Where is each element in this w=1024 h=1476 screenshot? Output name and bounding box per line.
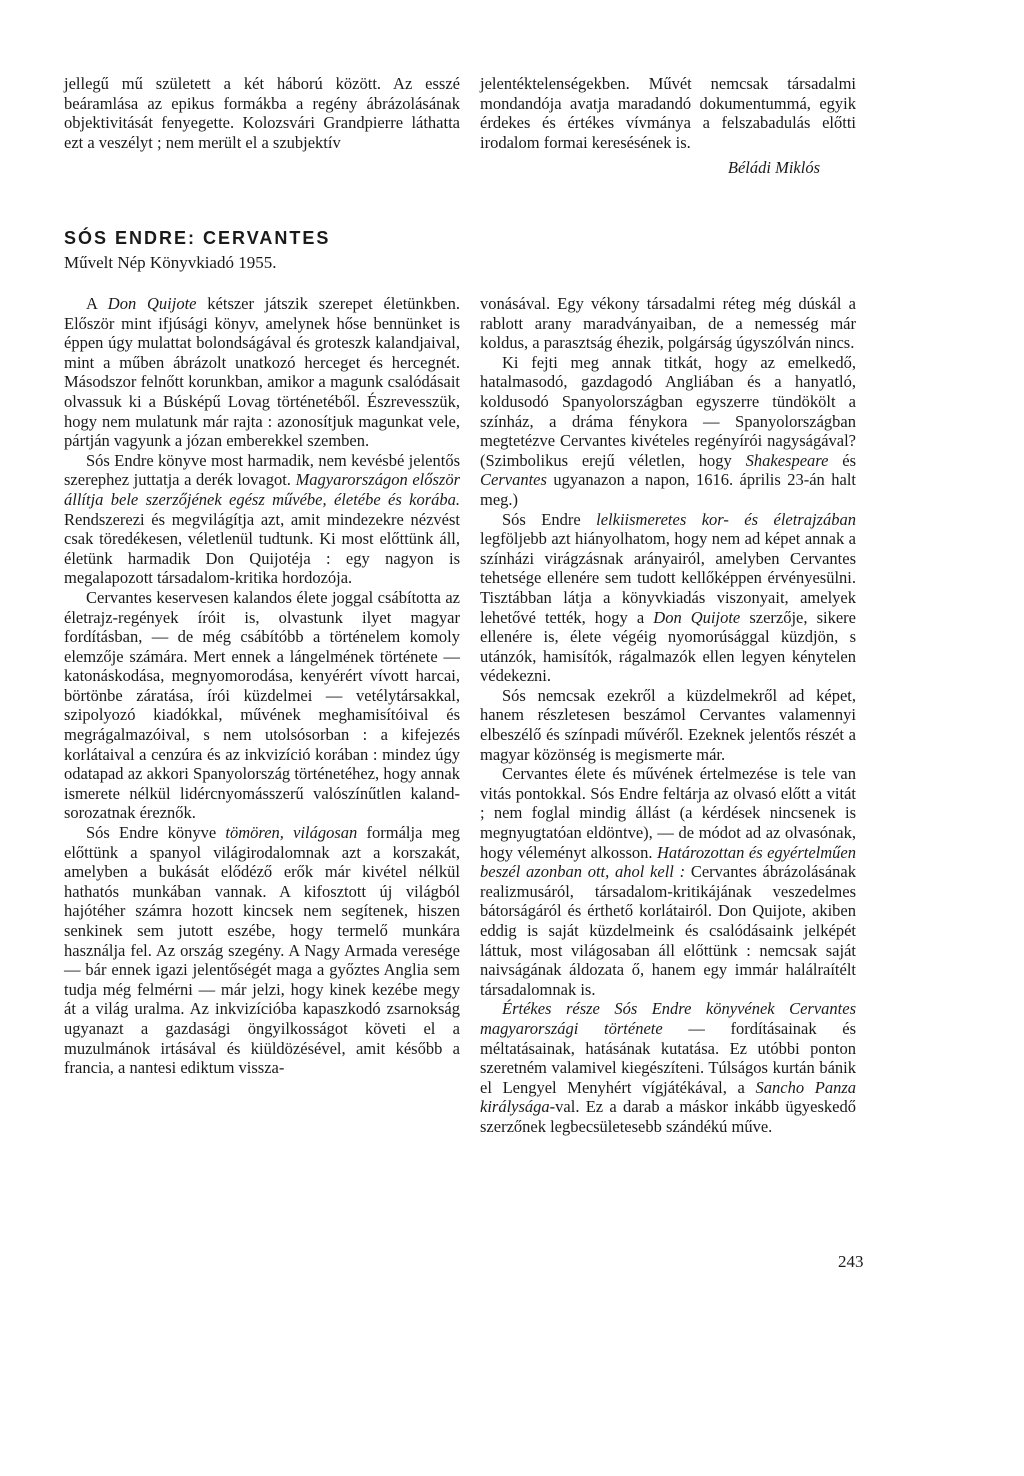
- review-header: [64, 228, 864, 273]
- paragraph-1: [64, 294, 460, 451]
- italic-text: Sancho Panza királysága: [480, 1077, 857, 1117]
- text: Sós Endre: [502, 509, 597, 529]
- paragraph-5: vonásával. Egy vékony társadalmi réteg még dúskál a rablott arany maradványaiban, de a nemesség már koldus, a parasztság éhezik, polgárság úgyszólván nincs.: [480, 294, 856, 353]
- italic-text: Shakespeare: [745, 450, 829, 470]
- italic-text: lelkiismeretes kor- és életrajzában: [596, 509, 856, 529]
- text: — fordításainak és méltatásainak, hatásának kutatása. Ez utóbbi ponton szeretném valamivel kiegészíteni. Túlságos kurtán bánik el Lengyel Menyhért vígjátékával, a: [480, 1018, 856, 1097]
- text: legföljebb azt hiányolhatom, hogy nem ad képet annak a színházi virágzásnak arányairól, amelyben Cervantes tehetsége ellenére sem tudott kellőképpen érvényesülni. Tisztábban látja a könyvkiadás viszonyait, amelyek lehetővé tették, hogy a: [480, 529, 856, 627]
- text: Sós Endre könyve most harmadik, nem kevésbé jelentős szerephez juttatja a derék lovagot.: [64, 450, 460, 490]
- text: és: [828, 450, 856, 470]
- text: Rendszerezi és megvilágítja azt, amit mindezekre nézvést csak töredékesen, véletlenül tudtunk. Ki most előttünk áll, életünk harmadik Don Quijotéja : egy nagyon is megalapozott társadalom-kritika hordozója.: [64, 509, 460, 588]
- review-publisher: Művelt Nép Könyvkiadó 1955.: [64, 253, 277, 272]
- paragraph-8: Sós nemcsak ezekről a küzdelmekről ad képet, hanem részletesen beszámol Cervantes valamennyi elbeszélő és színpadi művéről. Ezeknek jelentős részét a magyar közönség is megismerte már.: [480, 685, 856, 764]
- paragraph-3: Cervantes keservesen kalandos élete joggal csábította az életrajz-regények íróit is, olvastunk ilyet magyar fordításban, — de még csábítóbb a történelem komoly elemzője számára. Mert ennek a lángelmének története — katonáskodása, megnyomorodása, kenyérért vívott harcai, börtönbe záratása, írói küzdelmei — vetélytársakkal, szipolyozó kiadókkal, művének meghamisítóival és megrágalmazóival, s nem utolsósorban : a kifejezés korlátaival a cenzúra és az inkvizíció korában : mindez úgy odatapad az akkori Spanyolország történetéhez, hogy annak ismerete nélkül lidércnyomásszerű valószínűtlen kaland-sorozatnak éreznők.: [64, 587, 460, 823]
- italic-text: tömören, világosan: [225, 823, 358, 843]
- paragraph-9: [480, 764, 856, 999]
- continued-paragraph: jellegű mű született a két háború között. Az esszé beáramlása az epikus formákba a regény ábrázolásának objektivitását fenyegette. Kolozsvári Grandpierre láthatta ezt a veszélyt ; nem merült el a szubjektív: [64, 74, 460, 152]
- text: ugyanazon a napon, 1616. április 23-án halt meg.): [480, 470, 856, 509]
- closing-paragraph: jelentéktelenségekben. Művét nemcsak társadalmi mondandója avatja maradandó dokumentummá, egyik érdekes és értékes vívmánya a felszabadulás előtti irodalom formai keresésének is.: [480, 74, 856, 152]
- top-right-column: [480, 74, 856, 178]
- text: A: [86, 294, 108, 313]
- page-number: 243: [838, 1252, 864, 1271]
- text: Sós Endre könyve: [86, 823, 226, 843]
- review-title: SÓS ENDRE: CERVANTES: [64, 228, 331, 248]
- paragraph-6: [480, 353, 856, 510]
- paragraph-2: [64, 451, 460, 588]
- italic-text: Határozottan és egyértelműen beszél azonban ott, ahol kell :: [480, 842, 856, 882]
- paragraph-4: [64, 823, 460, 1078]
- italic-text: Értékes része Sós Endre könyvének Cervantes magyarországi története: [480, 999, 856, 1038]
- text: Cervantes élete és művének értelmezése is tele van vitás pontokkal. Sós Endre feltárja az olvasó előtt a vitát ; nem foglal mindig állást (a kérdések nincsenek is megnyugtatóan eldöntve), — de módot ad az olvasónak, hogy véleményt alkosson.: [480, 764, 856, 862]
- italic-text: Don Quijote: [653, 607, 741, 627]
- review-right-column: [480, 294, 856, 1137]
- text: Ki fejti meg annak titkát, hogy az emelkedő, hatalmasodó, gazdagodó Angliában és a hanyatló, koldusodó Spanyolországban egyszerre tündökölt a színház, a dráma fénykora — Spanyolországban megtetézve Cervantes kivételes regényírói nagyságával? (Szimbolikus erejű véletlen, hogy: [480, 352, 856, 470]
- text: formálja meg előttünk a spanyol világirodalomnak azt a korszakát, amelyben a bukását elődéző erők már kivétel nélkül hathatós munkában vannak. A kifosztott új világból hajótéher számra hozott kincsek nem segítenek, hiszen senkinek sem jutott eszébe, hogy termelő munkára használja fel. Az ország szegény. A Nagy Armada veresége — bár ennek igazi jelentőségét maga a győztes Anglia sem tudja még felmérni — már jelzi, hogy kinek kezébe megy át a világ uralma. Az inkvizícióba kapaszkodó zsarnokság ugyanazt a gazdasági öngyilkosságot követi el a muzulmánok irtásával és kiüldözésével, amit később a francia, a nantesi ediktum vissza-: [64, 823, 460, 1078]
- text: szerzője, sikere ellenére is, élete végéig nyomorúsággal küzdjön, s utánzók, hamisítók, rágalmazók ellen legyen kénytelen védekezni.: [480, 607, 856, 686]
- review-left-column: [64, 294, 460, 1078]
- top-left-column: [64, 74, 460, 152]
- paragraph-7: [480, 510, 856, 686]
- italic-text: Magyarországon először állítja bele szerzőjének egész művébe, életébe és korába.: [64, 470, 460, 509]
- italic-text: Cervantes: [480, 470, 547, 490]
- text: -val. Ez a darab a máskor inkább ügyeskedő szerzőnek legbecsületesebb szándékú műve.: [480, 1097, 856, 1136]
- text: kétszer játszik szerepet életünkben. Először mint ifjúsági könyv, amelynek hőse bennünket is éppen úgy mulattat bolondságával és groteszk kalandjaival, mint a műben ábrázolt unatkozó herceget és hercegnét. Másodszor felnőtt korunkban, amikor a magunk csalódásait olvassuk ki a Búsképű Lovag történetéből. Észrevesszük, hogy nem mulatunk már rajta : azonosítjuk magunkat vele, pártján vagyunk a józan emberekkel szemben.: [64, 294, 460, 451]
- text: Cervantes ábrázolásának realizmusáról, társadalom-kritikájának veszedelmes bátorságáról és érthető korlátairól. Don Quijote, akiben eddig is saját küzdelmeink és csalódásaink jelképét láttuk, most világosaban áll előttünk : nemcsak saját naivságának áldozata ő, hanem egy immár halálraítélt társadalomnak is.: [480, 862, 856, 999]
- paragraph-10: [480, 999, 856, 1136]
- author-signature: Béládi Miklós: [727, 158, 820, 178]
- italic-text: Don Quijote: [107, 294, 197, 313]
